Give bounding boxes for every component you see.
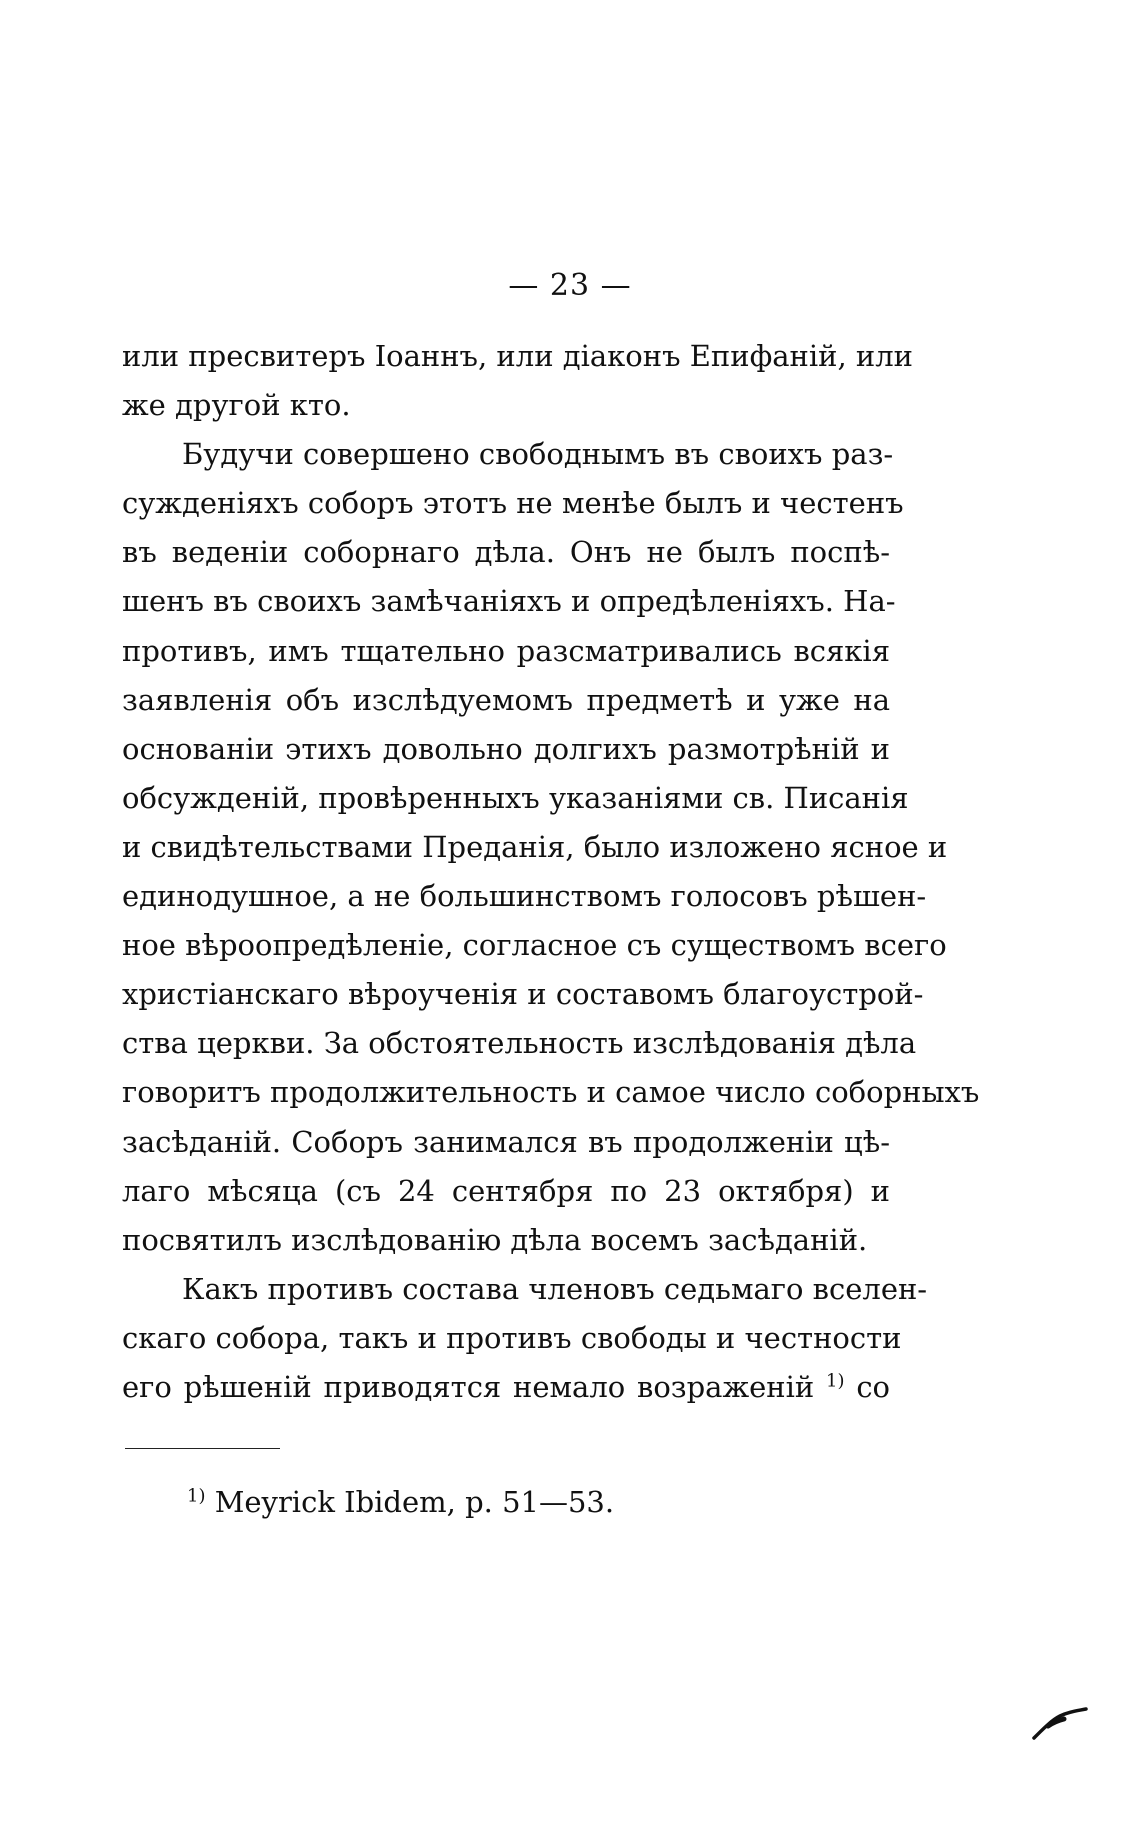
text-segment: со (844, 1369, 891, 1404)
paragraph-start-line: Какъ противъ состава членовъ седьмаго вселен- (182, 1271, 928, 1306)
text-line: заявленія объ изслѣдуемомъ предметѣ и уже на (122, 682, 890, 717)
text-line: говоритъ продолжительность и самое число соборныхъ (122, 1075, 980, 1110)
text-line: сужденіяхъ соборъ этотъ не менѣе былъ и честенъ (122, 486, 904, 521)
footnote-text: Meyrick Ibidem, p. 51—53. (205, 1485, 615, 1519)
page-number: — 23 — (508, 268, 632, 303)
footnote-marker: 1) (187, 1485, 206, 1507)
text-line: посвятилъ изслѣдованію дѣла восемъ засѣданій. (122, 1222, 868, 1257)
footnote-reference: 1) (826, 1370, 845, 1392)
text-line: христіанскаго вѣроученія и составомъ благоустрой- (122, 977, 924, 1012)
text-line: же другой кто. (122, 388, 351, 423)
text-line: въ веденіи соборнаго дѣла. Онъ не былъ поспѣ- (122, 535, 890, 570)
text-line: противъ, имъ тщательно разсматривались всякія (122, 633, 890, 668)
text-line: шенъ въ своихъ замѣчаніяхъ и опредѣленіяхъ. На- (122, 584, 896, 619)
text-line: единодушное, а не большинствомъ голосовъ рѣшен- (122, 879, 927, 914)
text-line: засѣданій. Соборъ занимался въ продолженіи цѣ- (122, 1124, 890, 1159)
text-segment: его рѣшеній приводятся немало возраженій (122, 1369, 815, 1404)
text-line: основаніи этихъ довольно долгихъ размотрѣній и (122, 731, 890, 766)
text-line: или пресвитеръ Іоаннъ, или діаконъ Епифаній, или (122, 339, 914, 373)
paragraph-start-line: Будучи совершено свободнымъ въ своихъ раз- (182, 437, 894, 472)
body-text (122, 332, 980, 1412)
text-line: ное вѣроопредѣленіе, согласное съ существомъ всего (122, 928, 947, 963)
text-line: обсужденій, провѣренныхъ указаніями св. Писанія (122, 780, 909, 815)
text-line: и свидѣтельствами Преданія, было изложено ясное и (122, 829, 948, 864)
text-line-with-footnote-ref (122, 1363, 890, 1412)
footnote-divider (125, 1448, 280, 1449)
text-line: скаго собора, такъ и противъ свободы и честности (122, 1320, 902, 1355)
footnote (187, 1484, 614, 1520)
text-line: лаго мѣсяца (съ 24 сентября по 23 октября) и (122, 1173, 890, 1208)
pen-mark-icon (1030, 1702, 1090, 1742)
text-line: ства церкви. За обстоятельность изслѣдованія дѣла (122, 1026, 917, 1061)
